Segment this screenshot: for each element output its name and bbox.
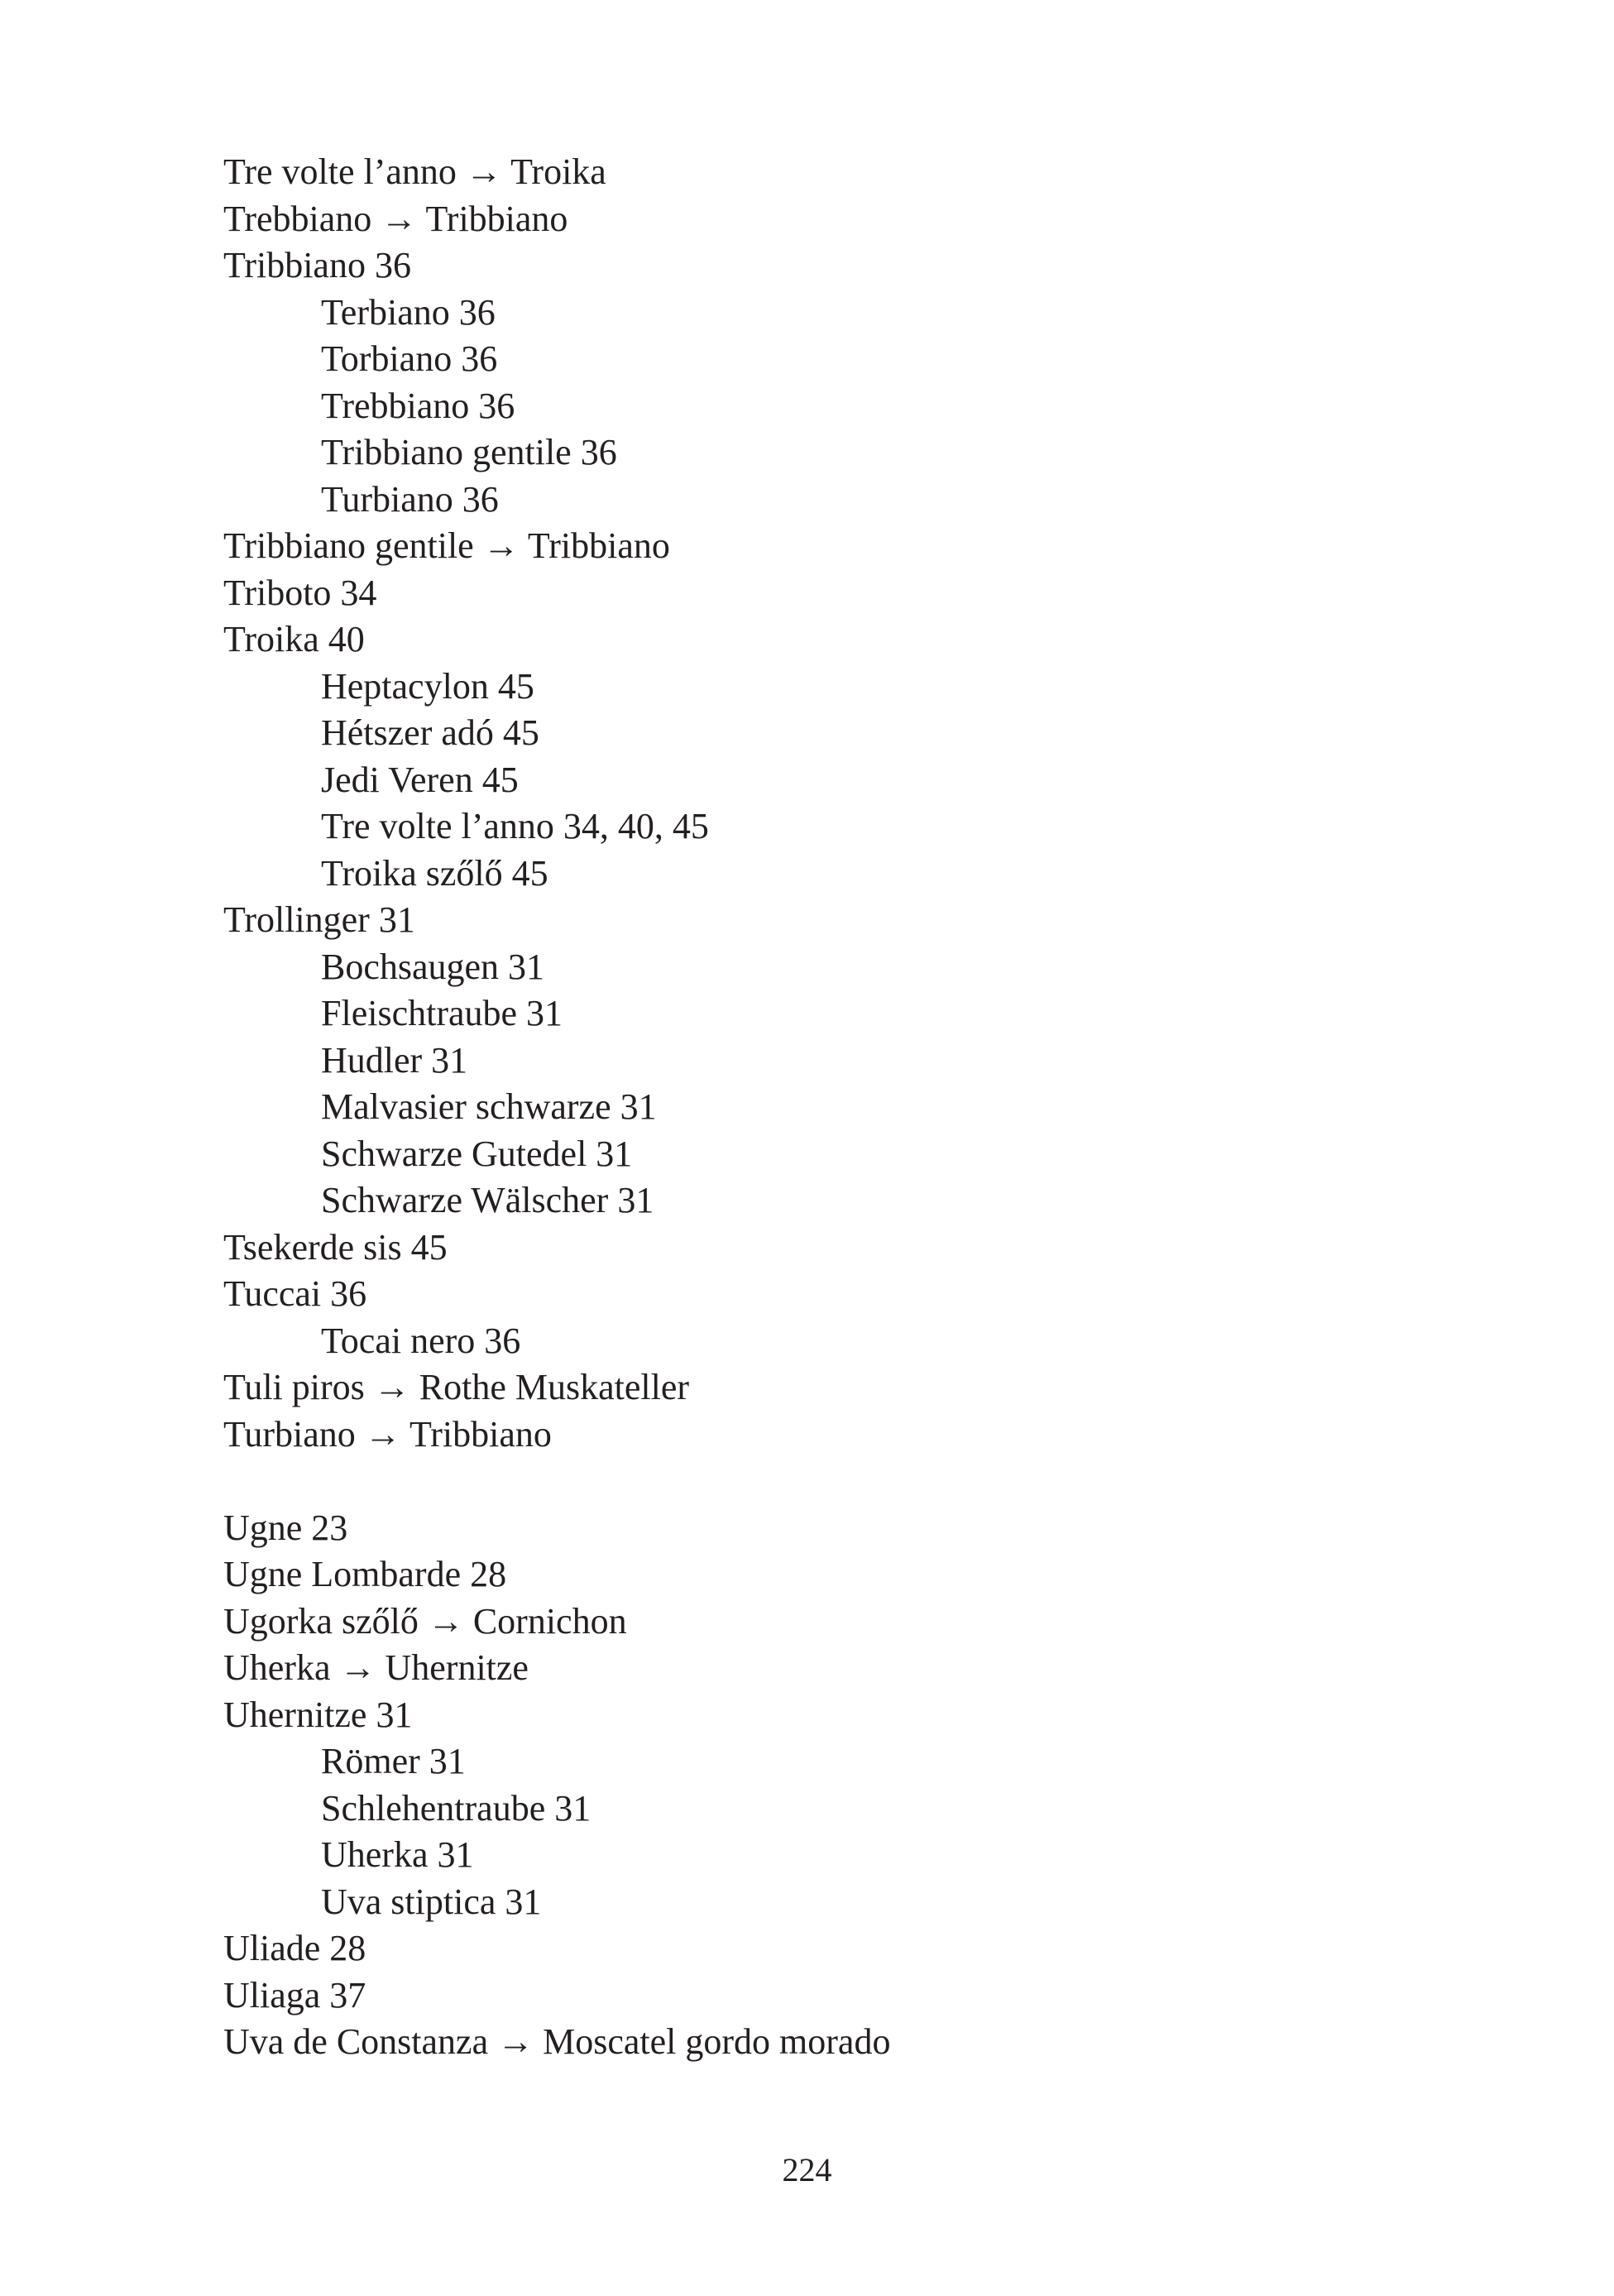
index-entry: Troika 40 [223, 619, 365, 659]
index-subentry: Tre volte l’anno 34, 40, 45 [321, 806, 709, 846]
index-subentry: Schwarze Gutedel 31 [321, 1133, 633, 1174]
index-subentry: Hudler 31 [321, 1039, 468, 1081]
index-entry: Uherka → Uhernitze [223, 1647, 529, 1688]
index-entry: Tribbiano 36 [223, 245, 411, 285]
index-entry: Ugne 23 [223, 1507, 348, 1548]
index-subentry: Turbiano 36 [321, 478, 499, 520]
index-entry: Tribbiano gentile → Tribbiano [223, 525, 670, 566]
index-entry: Trebbiano → Tribbiano [223, 198, 568, 239]
index-subentry: Tocai nero 36 [321, 1320, 521, 1361]
index-subentry: Trebbiano 36 [321, 385, 515, 426]
index-subentry: Uherka 31 [321, 1834, 474, 1875]
index-entry: Triboto 34 [223, 572, 377, 613]
index-subentry: Römer 31 [321, 1741, 466, 1781]
index-subentry: Jedi Veren 45 [321, 759, 519, 800]
index-entry: Trollinger 31 [223, 899, 415, 940]
index-entry: Ugne Lombarde 28 [223, 1554, 507, 1594]
index-list [223, 149, 1464, 2066]
index-entry: Turbiano → Tribbiano [223, 1413, 552, 1455]
index-subentry: Bochsaugen 31 [321, 946, 545, 987]
index-subentry: Tribbiano gentile 36 [321, 432, 617, 472]
index-entry: Tre volte l’anno → Troika [223, 151, 606, 192]
index-subentry: Heptacylon 45 [321, 665, 534, 707]
index-subentry: Schwarze Wälscher 31 [321, 1180, 654, 1220]
index-entry: Tuli piros → Rothe Muskateller [223, 1367, 690, 1407]
index-subentry: Terbiano 36 [321, 291, 496, 333]
index-entry: Uliaga 37 [223, 1974, 366, 2016]
index-subentry: Malvasier schwarze 31 [321, 1086, 657, 1127]
page-number: 224 [782, 2151, 832, 2188]
index-subentry: Hétszer adó 45 [321, 712, 539, 753]
index-subentry: Schlehentraube 31 [321, 1787, 591, 1829]
index-subentry: Troika szőlő 45 [321, 852, 548, 894]
index-entry: Uhernitze 31 [223, 1694, 413, 1735]
index-entry: Tuccai 36 [223, 1273, 367, 1314]
index-entry: Ugorka szőlő → Cornichon [223, 1600, 627, 1642]
letter-group-separator [223, 1458, 1464, 1505]
index-subentry: Torbiano 36 [321, 338, 498, 379]
index-subentry: Fleischtraube 31 [321, 993, 563, 1033]
index-entry: Tsekerde sis 45 [223, 1226, 448, 1268]
index-entry: Uliade 28 [223, 1928, 366, 1968]
index-entry: Uva de Constanza → Moscatel gordo morado [223, 2021, 891, 2062]
index-subentry: Uva stiptica 31 [321, 1881, 542, 1922]
